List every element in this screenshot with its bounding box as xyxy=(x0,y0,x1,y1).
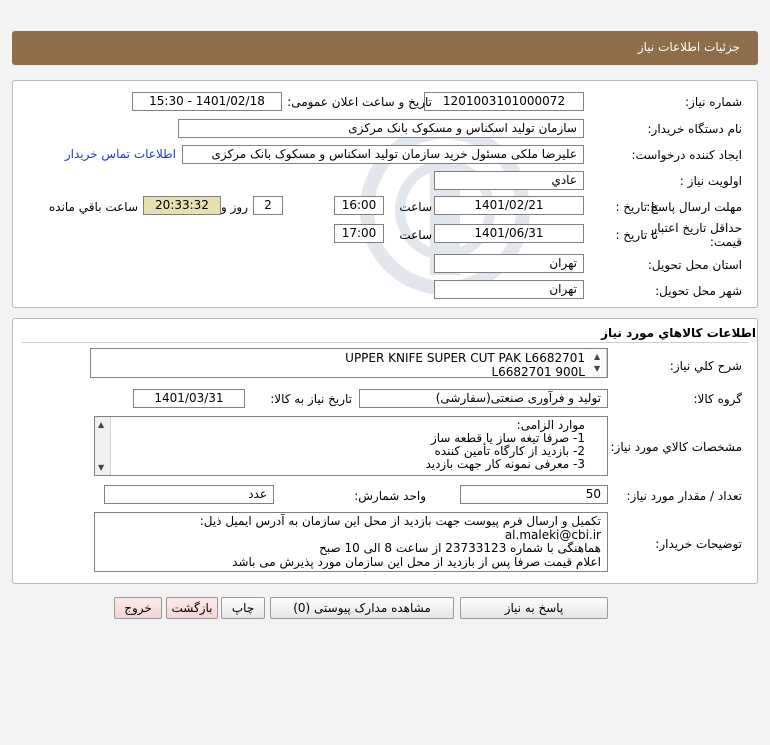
remaining-label: ساعت باقي مانده xyxy=(48,200,138,214)
need-number-label: شماره نیاز: xyxy=(685,95,742,109)
attachments-button[interactable]: مشاهده مدارک پیوستی (0) xyxy=(270,597,454,619)
specs-scroll-down-icon: ▼ xyxy=(98,463,105,472)
scroll-down-icon: ▼ xyxy=(594,364,601,373)
delivery-city-label: شهر محل تحویل: xyxy=(655,284,742,298)
specs-line-4: 3- معرفی نمونه کار جهت بازدید xyxy=(425,457,585,471)
delivery-province-field: تهران xyxy=(434,254,584,273)
specs-scrollbar[interactable] xyxy=(95,417,111,475)
notes-line-4: اعلام قیمت صرفا پس از بازدید از محل این سازمان مورد پذیرش می باشد xyxy=(232,554,601,569)
requester-label: ایجاد کننده درخواست: xyxy=(631,148,742,162)
specs-line-2: 1- صرفا تیغه ساز یا قطعه ساز xyxy=(430,431,585,445)
specs-line-1: موارد الزامی: xyxy=(516,418,585,432)
group-field: تولید و فرآوری صنعتی(سفارشی) xyxy=(359,389,608,408)
days-label: روز و xyxy=(221,200,248,214)
reply-button[interactable]: پاسخ به نیاز xyxy=(460,597,608,619)
details-panel xyxy=(12,80,758,308)
buyer-org-label: نام دستگاه خریدار: xyxy=(647,122,742,136)
buyer-org-field: سازمان تولید اسکناس و مسکوک بانک مرکزی xyxy=(178,119,584,138)
unit-label: واحد شمارش: xyxy=(354,489,426,503)
summary-label: شرح كلي نياز: xyxy=(669,359,742,373)
specs-label: مشخصات كالاي مورد نياز: xyxy=(610,440,742,454)
qty-field: 50 xyxy=(460,485,608,504)
validity-to-date-label: تا تاریخ : xyxy=(615,228,658,242)
send-date-field: 1401/02/21 xyxy=(434,196,584,215)
print-button[interactable]: چاپ xyxy=(221,597,265,619)
page-title: جزئیات اطلاعات نیاز xyxy=(637,40,740,54)
summary-scrollbar[interactable] xyxy=(591,349,607,377)
summary-line-1: UPPER KNIFE SUPER CUT PAK L6682701 xyxy=(345,351,585,365)
priority-label: اولویت نیاز : xyxy=(679,174,742,188)
send-time-field: 16:00 xyxy=(334,196,384,215)
delivery-province-label: استان محل تحویل: xyxy=(647,258,742,272)
buyer-contact-link[interactable]: اطلاعات تماس خریدار xyxy=(64,147,176,161)
need-date-label: تاریخ نیاز به كالا: xyxy=(270,392,352,406)
buyer-notes-field xyxy=(94,512,608,572)
scroll-up-icon: ▲ xyxy=(594,352,601,361)
send-time-label: ساعت xyxy=(399,200,432,214)
announce-label: تاریخ و ساعت اعلان عمومی: xyxy=(287,95,432,109)
delivery-city-field: تهران xyxy=(434,280,584,299)
qty-label: تعداد / مقدار مورد نیاز: xyxy=(626,489,742,503)
buyer-notes-label: توضیحات خریدار: xyxy=(655,537,742,551)
priority-field: عادي xyxy=(434,171,584,190)
days-field: 2 xyxy=(253,196,283,215)
requester-field: علیرضا ملکی مسئول خرید سازمان تولید اسکناس و مسکوک بانک مرکزی xyxy=(182,145,584,164)
specs-line-3: 2- بازدید از کارگاه تأمین کننده xyxy=(434,444,585,458)
back-button[interactable]: بازگشت xyxy=(166,597,218,619)
page-header xyxy=(12,31,758,65)
remaining-time-field: 20:33:32 xyxy=(143,196,221,215)
notes-line-2: al.maleki@cbi.ir xyxy=(504,527,601,542)
announce-field: 1401/02/18 - 15:30 xyxy=(132,92,282,111)
need-number-field: 1201003101000072 xyxy=(424,92,584,111)
goods-section-divider xyxy=(22,342,748,343)
specs-scroll-up-icon: ▲ xyxy=(98,420,105,429)
group-label: گروه كالا: xyxy=(693,392,742,406)
goods-section-title: اطلاعات كالاهاي مورد نياز xyxy=(601,326,756,340)
validity-time-label: ساعت xyxy=(399,228,432,242)
send-deadline-label: مهلت ارسال پاسخ: xyxy=(646,200,742,214)
need-date-field: 1401/03/31 xyxy=(133,389,245,408)
summary-line-2: L6682701 900L xyxy=(491,365,585,378)
send-to-date-label: تا تاریخ : xyxy=(615,200,658,214)
notes-line-3: هماهنگی با شماره 23733123 از ساعت 8 الی 10 صبح xyxy=(319,541,601,555)
validity-label-1: حداقل تاریخ اعتبار xyxy=(651,221,742,235)
exit-button[interactable]: خروج xyxy=(114,597,162,619)
summary-field xyxy=(90,348,608,378)
specs-field xyxy=(94,416,608,476)
validity-date-field: 1401/06/31 xyxy=(434,224,584,243)
notes-line-1: تکمیل و ارسال فرم پیوست جهت بازدید از محل این سازمان به آدرس ایمیل ذیل: xyxy=(199,514,601,528)
validity-label-2: قیمت: xyxy=(709,235,742,249)
validity-time-field: 17:00 xyxy=(334,224,384,243)
unit-field: عدد xyxy=(104,485,274,504)
